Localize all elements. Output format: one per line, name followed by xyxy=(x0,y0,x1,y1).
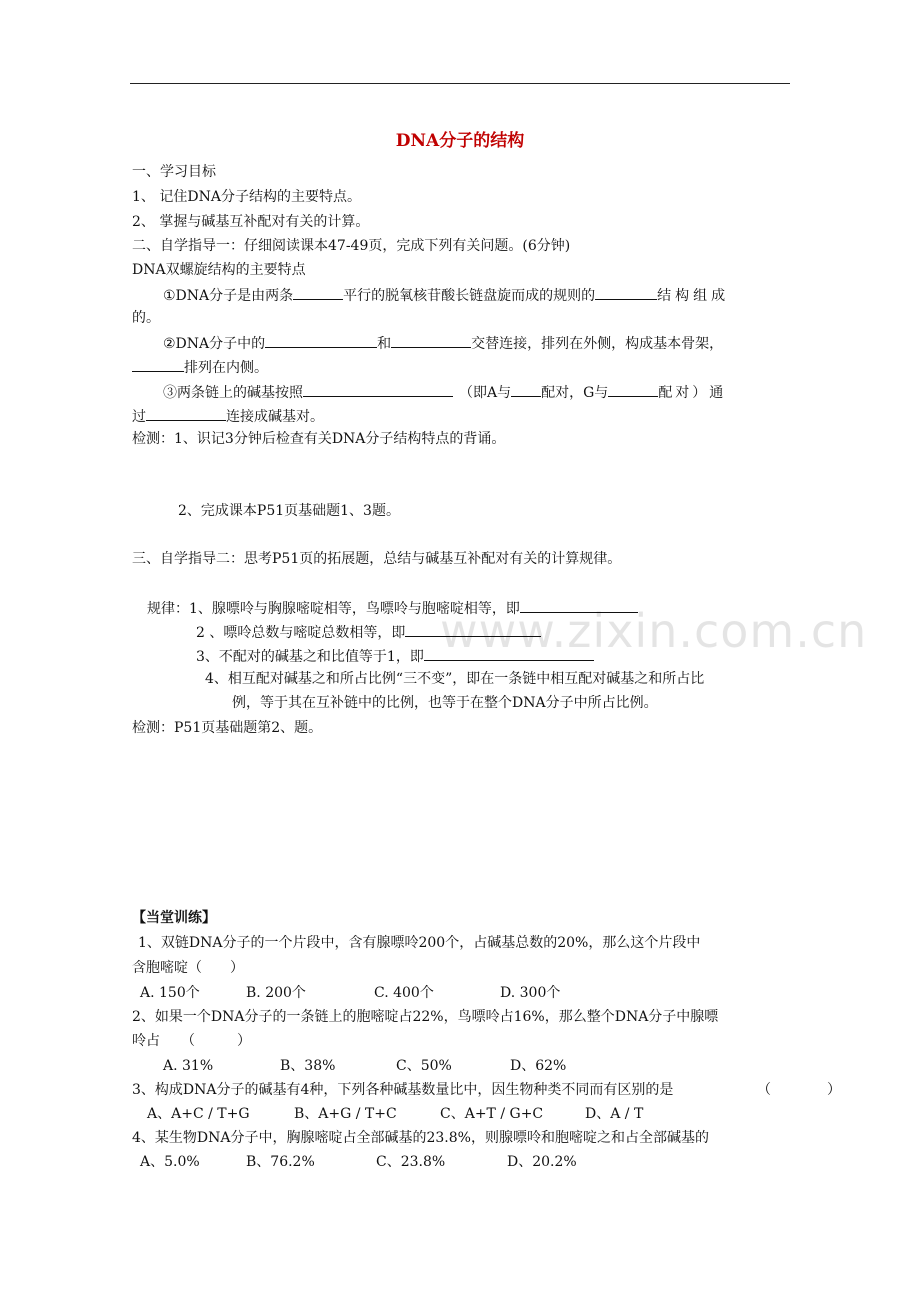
question-3: 3、构成DNA分子的碱基有4种，下列各种碱基数量比中，因生物种类不同而有区别的是 xyxy=(132,1082,674,1098)
blank[interactable] xyxy=(293,285,343,300)
fill-line-2-end xyxy=(132,357,268,377)
text: （即A与 xyxy=(459,385,512,401)
blank[interactable] xyxy=(132,357,184,372)
blank[interactable] xyxy=(265,333,377,348)
rule-4b: 例，等于其在互补链中的比例，也等于在整个DNA分子中所占比例。 xyxy=(232,695,658,711)
text: ③两条链上的碱基按照 xyxy=(163,385,303,401)
check-1: 检测：1、识记3分钟后检查有关DNA分子结构特点的背诵。 xyxy=(132,431,506,447)
blank[interactable] xyxy=(511,382,541,397)
question-4: 4、某生物DNA分子中，胸腺嘧啶占全部碱基的23.8%，则腺嘌呤和胞嘧啶之和占全部碱基的 xyxy=(132,1130,709,1146)
text: 平行的脱氧核苷酸长链盘旋而成的规则的 xyxy=(343,288,596,304)
section1-heading: 一、学习目标 xyxy=(132,164,216,180)
text: 连接成碱基对。 xyxy=(226,409,324,425)
text: 排列在内侧。 xyxy=(184,360,268,376)
goal-2: 2、 掌握与碱基互补配对有关的计算。 xyxy=(132,214,370,230)
fill-line-3-end xyxy=(132,406,324,426)
fill-line-1-end: 的。 xyxy=(132,310,160,326)
text: ②DNA分子中的 xyxy=(163,336,266,352)
question-2-option-c[interactable]: C、50% xyxy=(396,1058,452,1074)
question-4-option-a[interactable]: A、5.0% xyxy=(140,1154,200,1170)
question-1-option-d[interactable]: D. 300个 xyxy=(500,985,561,1001)
question-2-option-b[interactable]: B、38% xyxy=(280,1058,336,1074)
question-1-option-b[interactable]: B. 200个 xyxy=(246,985,306,1001)
question-2-option-a[interactable]: A. 31% xyxy=(163,1058,214,1074)
rule-4a: 4、相互配对碱基之和所占比例“三不变”，即在一条链中相互配对碱基之和所占比 xyxy=(205,671,705,687)
question-4-option-d[interactable]: D、20.2% xyxy=(507,1154,577,1170)
question-4-option-c[interactable]: C、23.8% xyxy=(376,1154,446,1170)
section3-heading: 三、自学指导二：思考P51页的拓展题，总结与碱基互补配对有关的计算规律。 xyxy=(132,551,622,567)
page-title: DNA分子的结构 xyxy=(395,131,525,151)
text: 交替连接，排列在外侧，构成基本骨架， xyxy=(471,336,724,352)
blank[interactable] xyxy=(595,285,657,300)
question-3-option-c[interactable]: C、A+T / G+C xyxy=(440,1106,544,1122)
text: 和 xyxy=(377,336,392,352)
blank[interactable] xyxy=(608,382,658,397)
fill-line-2 xyxy=(163,333,723,353)
question-3-option-a[interactable]: A、A+C / T+G xyxy=(147,1106,250,1122)
question-3-option-d[interactable]: D、A / T xyxy=(585,1106,644,1122)
fill-line-1 xyxy=(163,285,729,305)
practice-heading: 【当堂训练】 xyxy=(132,910,216,926)
text: ①DNA分子是由两条 xyxy=(163,288,294,304)
text: 3、不配对的碱基之和比值等于1，即 xyxy=(196,649,424,665)
question-3-option-b[interactable]: B、A+G / T+C xyxy=(294,1106,397,1122)
text: 2 、嘌呤总数与嘧啶总数相等，即 xyxy=(196,625,406,641)
question-1-option-a[interactable]: A. 150个 xyxy=(140,985,200,1001)
question-2-cont: 呤占 （ ） xyxy=(132,1033,251,1049)
blank[interactable] xyxy=(391,333,471,348)
goal-1: 1、 记住DNA分子结构的主要特点。 xyxy=(132,189,361,205)
question-4-option-b[interactable]: B、76.2% xyxy=(246,1154,315,1170)
blank[interactable] xyxy=(146,406,226,421)
question-2: 2、如果一个DNA分子的一条链上的胞嘧啶占22%，鸟嘌呤占16%，那么整个DNA分子中腺嘌 xyxy=(132,1009,719,1025)
blank[interactable] xyxy=(303,382,453,397)
check-3: 检测：P51页基础题第2、题。 xyxy=(132,720,323,736)
text: 配对，G与 xyxy=(541,385,609,401)
question-3-answer-bracket: （ ） xyxy=(757,1082,841,1098)
text: 过 xyxy=(132,409,146,425)
text: 结构组成 xyxy=(657,288,730,304)
question-2-option-d[interactable]: D、62% xyxy=(510,1058,567,1074)
fill-line-3 xyxy=(163,382,726,402)
question-1-cont: 含胞嘧啶（ ） xyxy=(132,960,244,976)
check-2: 2、完成课本P51页基础题1、3题。 xyxy=(178,503,400,519)
question-1: 1、双链DNA分子的一个片段中，含有腺嘌呤200个，占碱基总数的20%，那么这个片段中 xyxy=(138,935,701,951)
section2-subheading: DNA双螺旋结构的主要特点 xyxy=(132,262,306,278)
section2-heading: 二、自学指导一：仔细阅读课本47-49页，完成下列有关问题。(6分钟) xyxy=(132,238,571,254)
text: 规律：1、腺嘌呤与胸腺嘧啶相等，鸟嘌呤与胞嘧啶相等，即 xyxy=(147,601,520,617)
watermark-text: www.zixin.com.cn xyxy=(440,604,868,658)
question-1-option-c[interactable]: C. 400个 xyxy=(374,985,434,1001)
header-rule xyxy=(130,83,790,84)
text: 配对）通 xyxy=(658,385,727,401)
